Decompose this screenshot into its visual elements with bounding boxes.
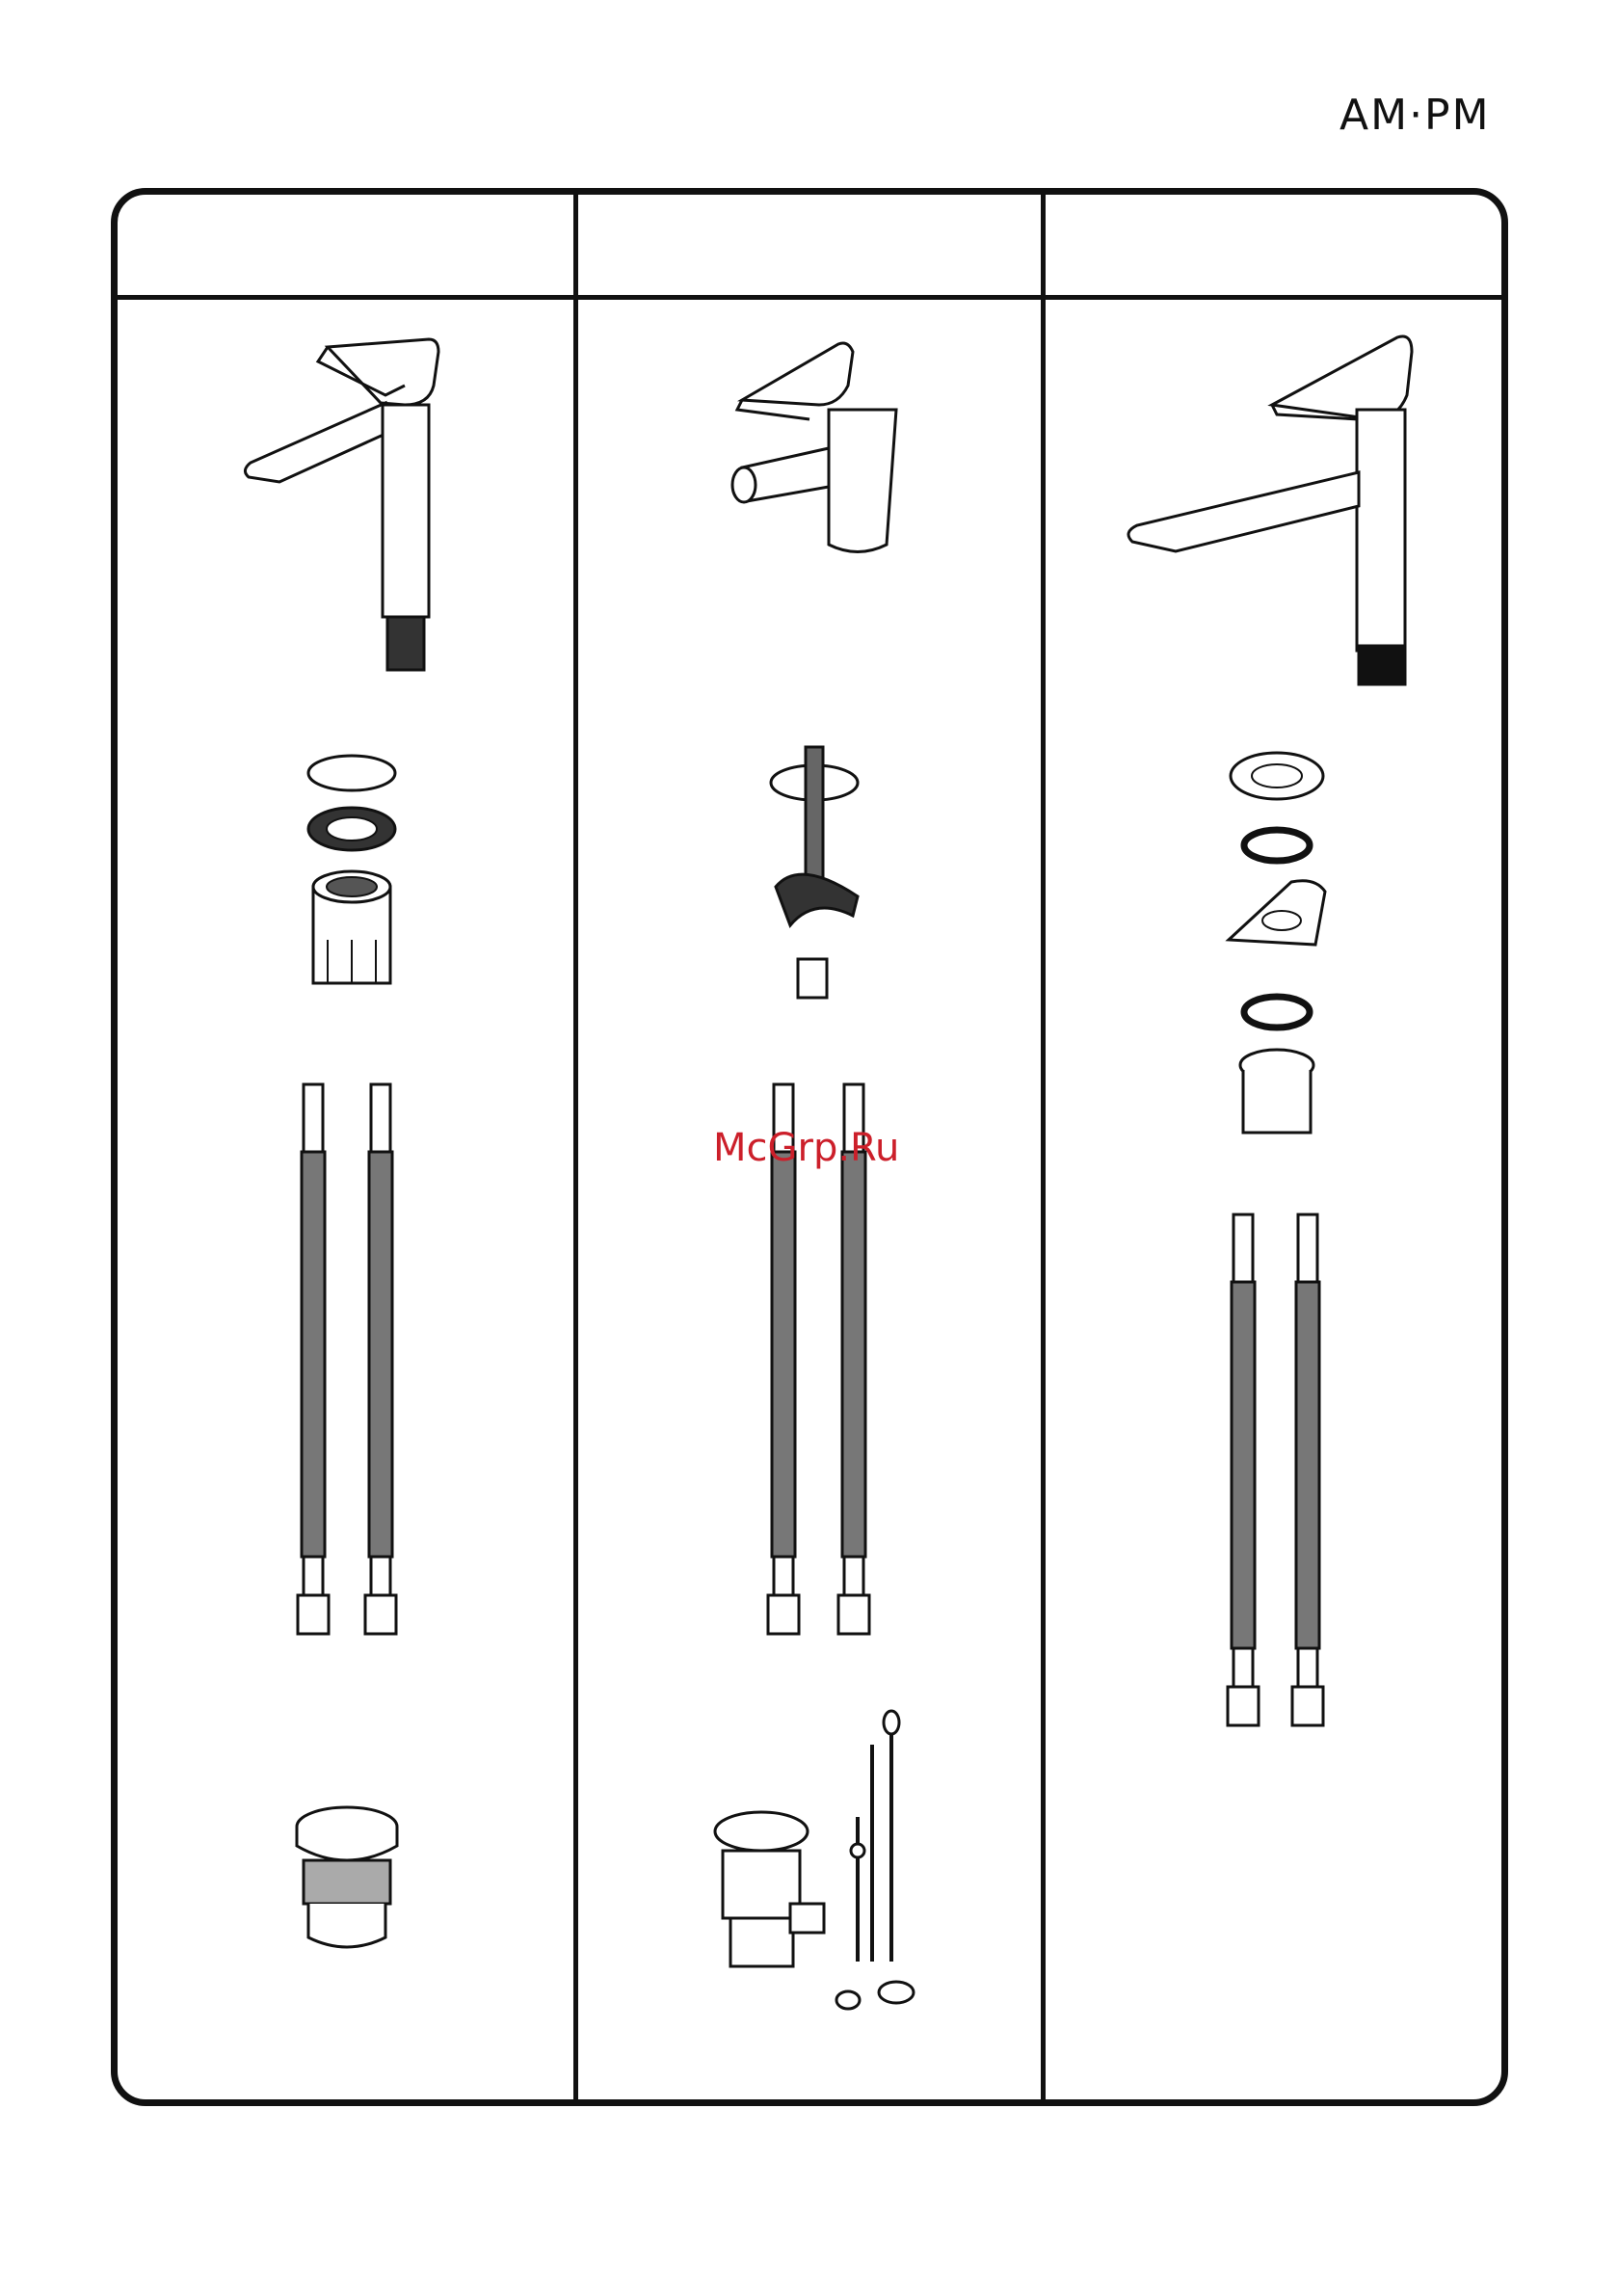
header-divider	[118, 295, 1501, 300]
watermark-text: McGrp.Ru	[713, 1126, 900, 1170]
logo-text: AM·PM	[1339, 91, 1491, 140]
column-divider	[1041, 195, 1046, 2099]
flexible-hose-right-illustration	[1288, 1215, 1327, 1735]
column-header-1	[118, 195, 573, 295]
mounting-stud-kit-illustration	[761, 742, 867, 1012]
mounting-kit-illustration	[1219, 747, 1335, 1152]
brand-logo	[1339, 87, 1513, 145]
column-header-2	[578, 195, 1041, 295]
tall-basin-mixer-illustration	[241, 328, 453, 684]
click-clack-drain-illustration	[289, 1802, 405, 1957]
column-divider	[573, 195, 578, 2099]
flexible-hose-left-illustration	[294, 1084, 332, 1643]
kitchen-mixer-illustration	[1118, 328, 1446, 694]
flexible-hose-left-illustration	[1224, 1215, 1262, 1735]
flexible-hose-right-illustration	[361, 1084, 400, 1643]
bidet-mixer-illustration	[713, 333, 915, 564]
gasket-set-illustration	[299, 752, 405, 1002]
column-header-3	[1046, 195, 1508, 295]
pop-up-drain-kit-illustration	[713, 1711, 935, 2019]
